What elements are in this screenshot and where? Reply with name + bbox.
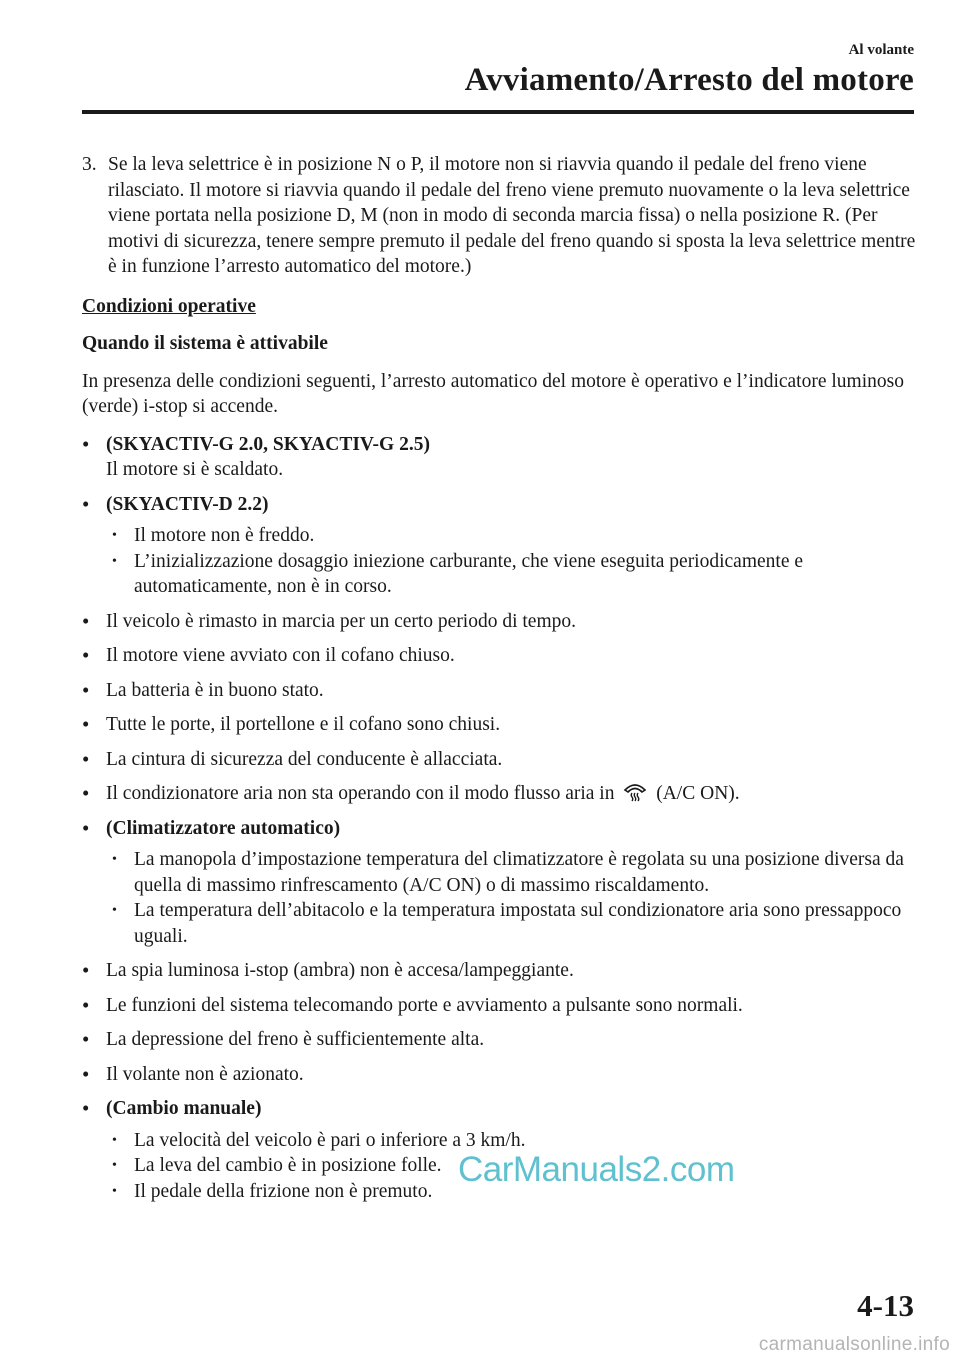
page-number: 4-13 <box>857 1288 914 1323</box>
sub-item-text: La velocità del veicolo è pari o inferiore a 3 km/h. <box>134 1129 526 1151</box>
list-item <box>82 609 918 635</box>
sub-item-text: La manopola d’impostazione temperatura del climatizzatore è regolata su una posizione diversa da quella di massimo rinfrescamento (A/C ON) o di massimo riscaldamento. <box>134 849 904 896</box>
header-divider <box>82 110 914 114</box>
list-item <box>82 1062 918 1088</box>
item-title: (SKYACTIV-D 2.2) <box>106 493 269 515</box>
list-item <box>82 432 918 483</box>
sub-bullet-icon: • <box>112 1183 117 1199</box>
list-item <box>82 993 918 1019</box>
main-content <box>82 152 918 1213</box>
bullet-icon: • <box>82 815 90 840</box>
bullet-icon: • <box>82 608 90 633</box>
activatable-heading: Quando il sistema è attivabile <box>82 333 328 354</box>
step-3 <box>82 152 918 280</box>
step-text: Se la leva selettrice è in posizione N o P, il motore non si riavvia quando il pedale del freno viene rilasciato. Il motore si riavvia quando il pedale del freno viene premuto nuovamente o la leva selettrice viene portata nella posizione D, M (non in modo di seconda marcia fissa) o nella posizione R. (Per motivi di sicurezza, tenere sempre premuto il pedale del freno quando si sposta la leva selettrice mentre è in funzione l’arresto automatico del motore.) <box>108 154 916 277</box>
item-text: Le funzioni del sistema telecomando porte e avviamento a pulsante sono normali. <box>106 994 743 1016</box>
item-title: (SKYACTIV-G 2.0, SKYACTIV-G 2.5) <box>106 433 430 455</box>
list-item <box>82 781 918 807</box>
item-text: La cintura di sicurezza del conducente è allacciata. <box>106 748 503 770</box>
item-text: La depressione del freno è sufficientemente alta. <box>106 1029 485 1050</box>
intro-paragraph: In presenza delle condizioni seguenti, l’arresto automatico del motore è operativo e l’indicatore luminoso (verde) i-stop si accende. <box>82 370 904 417</box>
sub-bullet-icon: • <box>112 903 117 918</box>
sub-bullet-icon: • <box>112 1132 117 1148</box>
bullet-icon: • <box>82 643 90 667</box>
bullet-icon: • <box>82 677 90 702</box>
sub-list-item <box>106 847 918 898</box>
item-title: (Cambio manuale) <box>106 1098 262 1119</box>
item-text: Il motore si è scaldato. <box>106 459 284 480</box>
list-item <box>82 643 918 669</box>
sub-bullet-icon: • <box>112 553 117 569</box>
item-text-suffix: (A/C ON). <box>656 783 740 804</box>
sub-list-item <box>106 523 918 549</box>
bullet-icon: • <box>82 992 90 1017</box>
item-text: Il veicolo è rimasto in marcia per un certo periodo di tempo. <box>106 610 577 632</box>
item-text: Il volante non è azionato. <box>106 1063 304 1085</box>
defroster-icon <box>623 781 647 803</box>
sub-item-text: La temperatura dell’abitacolo e la temperatura impostata sul condizionatore aria sono pressappoco uguali. <box>134 900 902 947</box>
item-text: Tutte le porte, il portellone e il cofano sono chiusi. <box>106 714 501 735</box>
sub-list-item <box>106 549 918 600</box>
bullet-icon: • <box>82 746 90 771</box>
sub-bullet-icon: • <box>112 852 117 867</box>
sub-item-text: L’inizializzazione dosaggio iniezione carburante, che viene eseguita periodicamente e automaticamente, non è in corso. <box>134 550 804 597</box>
sub-item-text: Il motore non è freddo. <box>134 525 315 546</box>
list-item <box>82 492 918 600</box>
list-item <box>82 747 918 773</box>
bullet-icon: • <box>82 712 90 736</box>
bullet-icon: • <box>82 1096 90 1120</box>
list-item <box>82 712 918 738</box>
list-item <box>82 816 918 950</box>
sub-item-text: La leva del cambio è in posizione folle. <box>134 1155 442 1176</box>
sub-bullet-icon: • <box>112 528 117 543</box>
sub-item-text: Il pedale della frizione non è premuto. <box>134 1180 433 1202</box>
item-title: (Climatizzatore automatico) <box>106 817 341 839</box>
footer-watermark: carmanualsonline.info <box>758 1334 950 1355</box>
list-item <box>82 678 918 704</box>
bullet-icon: • <box>82 431 90 456</box>
bullet-icon: • <box>82 958 90 982</box>
item-text: Il motore viene avviato con il cofano chiuso. <box>106 645 455 666</box>
list-item <box>82 958 918 984</box>
item-text: Il condizionatore aria non sta operando con il modo flusso aria in <box>106 783 615 804</box>
bullet-icon: • <box>82 491 90 516</box>
bullet-icon: • <box>82 781 90 805</box>
conditions-heading: Condizioni operative <box>82 295 256 317</box>
list-item <box>82 1027 918 1053</box>
sub-list-item <box>106 898 918 949</box>
page-title: Avviamento/Arresto del motore <box>464 62 914 98</box>
bullet-icon: • <box>82 1061 90 1086</box>
step-number: 3. <box>82 154 97 175</box>
sub-bullet-icon: • <box>112 1158 117 1173</box>
item-text: La batteria è in buono stato. <box>106 679 324 701</box>
item-text: La spia luminosa i-stop (ambra) non è accesa/lampeggiante. <box>106 960 574 981</box>
bullet-icon: • <box>82 1027 90 1051</box>
header-section-label: Al volante <box>848 42 914 58</box>
watermark: CarManuals2.com <box>458 1150 735 1189</box>
